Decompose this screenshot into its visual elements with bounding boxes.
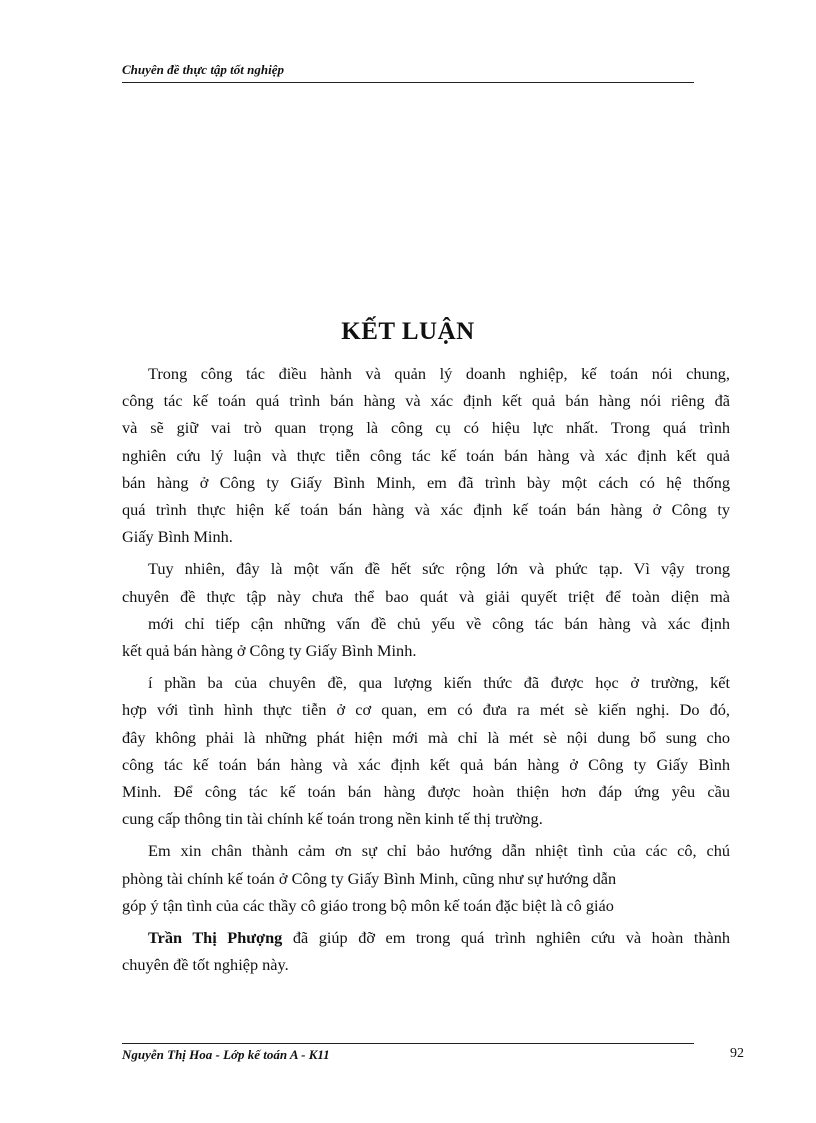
text-line: kết quả bán hàng ở Công ty Giấy Bình Minh. [122, 641, 417, 661]
text-line: Em xin chân thành cảm ơn sự chỉ bảo hướng dẫn nhiệt tình của các cô, chú [148, 841, 730, 861]
running-footer: Nguyễn Thị Hoa - Lớp kế toán A - K11 [122, 1047, 330, 1062]
text-line: và sẽ giữ vai trò quan trọng là công cụ có hiệu lực nhất. Trong quá trình [122, 418, 730, 438]
text-line: phòng tài chính kế toán ở Công ty Giấy Bình Minh, cũng như sự hướng dẫn [122, 868, 617, 888]
paragraph-5 [122, 924, 730, 978]
running-header: Chuyên đề thực tập tốt nghiệp [122, 62, 694, 83]
text-line: hợp với tình hình thực tiễn ở cơ quan, em có đưa ra mét sè kiến nghị. Do đó, [122, 700, 730, 720]
text-line: quá trình thực hiện kế toán bán hàng và xác định kế toán bán hàng ở Công ty [122, 500, 730, 520]
text-line: bán hàng ở Công ty Giấy Bình Minh, em đã trình bày một cách có hệ thống [122, 472, 730, 492]
text-line [122, 924, 730, 951]
supervisor-name: Trần Thị Phượng [148, 928, 283, 948]
text-fragment: đã giúp đỡ em trong quá trình nghiên cứu và hoàn thành [282, 928, 730, 948]
text-line: công tác kế toán bán hàng và xác định kết quả bán hàng ở Công ty Giấy Bình [122, 754, 730, 774]
text-line: í phần ba của chuyên đề, qua lượng kiến thức đã được học ở trường, kết [148, 673, 730, 693]
text-line: công tác kế toán quá trình bán hàng và xác định kết quả bán hàng nói riêng đã [122, 391, 730, 411]
text-line: mới chỉ tiếp cận những vấn đề chủ yếu về công tác bán hàng và xác định [148, 613, 730, 633]
text-line: góp ý tận tình của các thầy cô giáo trong bộ môn kế toán đặc biệt là cô giáo [122, 895, 614, 915]
document-body [122, 360, 730, 983]
text-line: chuyên đề tốt nghiệp này. [122, 955, 289, 975]
paragraph-2 [122, 555, 730, 664]
page-number: 92 [730, 1046, 744, 1061]
page-title: KẾT LUẬN [341, 318, 475, 345]
footer-divider [122, 1043, 694, 1044]
text-line: đây không phải là những phát hiện mới mà chỉ là mét sè nội dung bổ sung cho [122, 727, 730, 747]
paragraph-1 [122, 360, 730, 550]
text-line: Trong công tác điều hành và quản lý doanh nghiệp, kế toán nói chung, [148, 364, 730, 383]
paragraph-4 [122, 837, 730, 919]
text-line: nghiên cứu lý luận và thực tiễn công tác kế toán bán hàng và xác định kết quả [122, 445, 730, 465]
text-line: cung cấp thông tin tài chính kế toán trong nền kinh tế thị trường. [122, 809, 543, 829]
text-line: Minh. Để công tác kế toán bán hàng được hoàn thiện hơn đáp ứng yêu cầu [122, 782, 730, 802]
text-line: chuyên đề thực tập này chưa thể bao quát và giải quyết triệt để toàn diện mà [122, 586, 730, 606]
text-line: Giấy Bình Minh. [122, 527, 233, 547]
paragraph-3 [122, 669, 730, 832]
text-line: Tuy nhiên, đây là một vấn đề hết sức rộng lớn và phức tạp. Vì vậy trong [148, 559, 730, 579]
